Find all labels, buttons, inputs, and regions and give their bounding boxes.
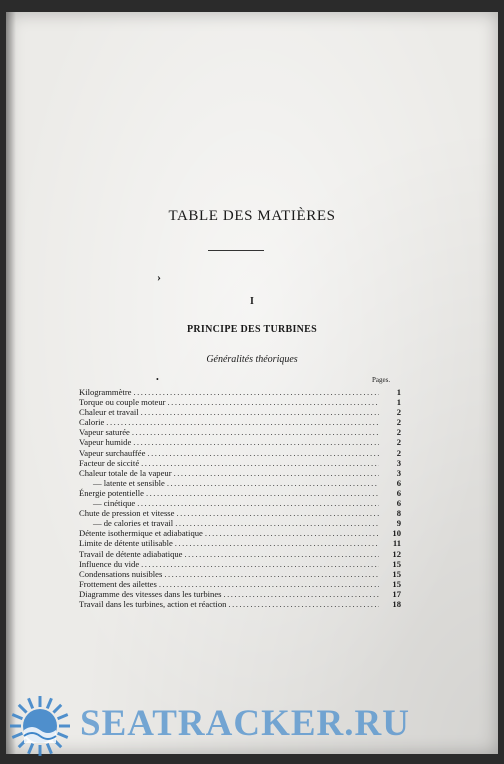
- section-subtitle: Généralités théoriques: [206, 354, 298, 365]
- toc-entry: [79, 427, 401, 437]
- dot-leader: [141, 458, 379, 468]
- toc-entry-label: Chaleur totale de la vapeur: [79, 467, 172, 478]
- toc-entry-label: — cinétique: [93, 498, 136, 509]
- watermark-text: SEATRACKER.RU: [80, 703, 410, 744]
- toc-entry-page: 8: [396, 508, 401, 519]
- toc-entry-label: Vapeur humide: [79, 437, 132, 448]
- dot-leader: [133, 437, 379, 447]
- toc-entry-label: Énergie potentielle: [79, 487, 144, 498]
- toc-entry-label: Facteur de siccité: [79, 457, 140, 468]
- toc-entry: [79, 589, 401, 599]
- toc-entry: [79, 559, 401, 569]
- dot-leader: [174, 468, 379, 478]
- toc-entry: [79, 549, 401, 559]
- pages-column-header: Pages.: [372, 376, 391, 384]
- toc-entry-page: 6: [396, 477, 401, 488]
- dot-leader: [167, 478, 379, 488]
- toc-entry-label: Travail dans les turbines, action et réaction: [79, 598, 227, 609]
- toc-entry: [79, 468, 401, 478]
- toc-entry-page: 1: [396, 387, 401, 397]
- toc-entry-page: 10: [392, 528, 401, 539]
- toc-entry-page: 11: [392, 538, 401, 549]
- toc-entry-page: 2: [396, 437, 401, 448]
- toc-entry-label: Frottement des ailettes: [79, 578, 157, 589]
- page-title: TABLE DES MATIÈRES: [168, 208, 336, 224]
- toc-entry-page: 18: [392, 598, 401, 609]
- toc-entry-label: Limite de détente utilisable: [79, 538, 173, 549]
- bullet-mark: •: [156, 375, 159, 384]
- dot-leader: [228, 599, 379, 609]
- dot-leader: [223, 589, 379, 599]
- toc-entry: [79, 518, 401, 528]
- dot-leader: [175, 518, 379, 528]
- toc-entry-page: 15: [392, 568, 401, 579]
- toc-entry-page: 2: [396, 427, 401, 438]
- book-page: [6, 12, 498, 754]
- toc-entry: [79, 528, 401, 538]
- toc-entry: [79, 498, 401, 508]
- toc-entry: [79, 387, 401, 397]
- toc-entry-page: 3: [396, 457, 401, 468]
- dot-leader: [147, 448, 379, 458]
- toc-entry-page: 17: [392, 588, 401, 599]
- toc-entry: [79, 417, 401, 427]
- dot-leader: [168, 397, 379, 407]
- toc-entry: [79, 448, 401, 458]
- toc-entry: [79, 458, 401, 468]
- dot-leader: [159, 579, 379, 589]
- toc-entry-page: 6: [396, 487, 401, 498]
- dot-leader: [141, 559, 379, 569]
- toc-entry-page: 2: [396, 417, 401, 428]
- title-rule: [208, 250, 264, 251]
- toc-entry: [79, 579, 401, 589]
- toc-entry: [79, 397, 401, 407]
- table-of-contents: [79, 387, 401, 609]
- toc-entry-page: 15: [392, 578, 401, 589]
- part-number: I: [250, 296, 254, 307]
- toc-entry-label: Vapeur saturée: [79, 427, 130, 438]
- dot-leader: [175, 538, 379, 548]
- toc-entry-page: 15: [392, 558, 401, 569]
- toc-entry-label: Vapeur surchauffée: [79, 447, 146, 458]
- toc-entry: [79, 508, 401, 518]
- toc-entry: [79, 599, 401, 609]
- toc-entry-label: Influence du vide: [79, 558, 140, 569]
- toc-entry-label: Détente isothermique et adiabatique: [79, 528, 203, 539]
- toc-entry-label: Travail de détente adiabatique: [79, 548, 183, 559]
- toc-entry-label: Condensations nuisibles: [79, 568, 163, 579]
- dot-leader: [205, 528, 379, 538]
- dot-leader: [164, 569, 379, 579]
- dot-leader: [137, 498, 379, 508]
- toc-entry-label: — de calories et travail: [93, 518, 174, 529]
- toc-entry: [79, 437, 401, 447]
- ink-mark: ›: [157, 270, 161, 284]
- sun-logo-icon: [2, 690, 82, 760]
- toc-entry: [79, 478, 401, 488]
- toc-entry-page: 12: [392, 548, 401, 559]
- dot-leader: [134, 387, 380, 397]
- toc-entry-page: 2: [396, 447, 401, 458]
- dot-leader: [132, 427, 379, 437]
- dot-leader: [106, 417, 379, 427]
- toc-entry-page: 3: [396, 467, 401, 478]
- dot-leader: [185, 549, 380, 559]
- toc-entry: [79, 538, 401, 548]
- dot-leader: [141, 407, 379, 417]
- toc-entry-label: Calorie: [79, 417, 105, 428]
- dot-leader: [176, 508, 379, 518]
- toc-entry-label: Diagramme des vitesses dans les turbines: [79, 588, 222, 599]
- toc-entry-label: Chute de pression et vitesse: [79, 508, 175, 519]
- toc-entry-label: Kilogrammètre: [79, 387, 132, 397]
- toc-entry: [79, 488, 401, 498]
- watermark: [0, 690, 504, 760]
- toc-entry-page: 2: [396, 407, 401, 418]
- part-title: PRINCIPE DES TURBINES: [186, 324, 318, 335]
- toc-entry-label: Chaleur et travail: [79, 407, 139, 418]
- toc-entry-label: — latente et sensible: [93, 477, 165, 488]
- dot-leader: [146, 488, 379, 498]
- toc-entry-page: 9: [396, 518, 401, 529]
- toc-entry-page: 6: [396, 498, 401, 509]
- toc-entry-page: 1: [396, 397, 401, 408]
- toc-entry: [79, 407, 401, 417]
- toc-entry: [79, 569, 401, 579]
- toc-entry-label: Torque ou couple moteur: [79, 397, 166, 408]
